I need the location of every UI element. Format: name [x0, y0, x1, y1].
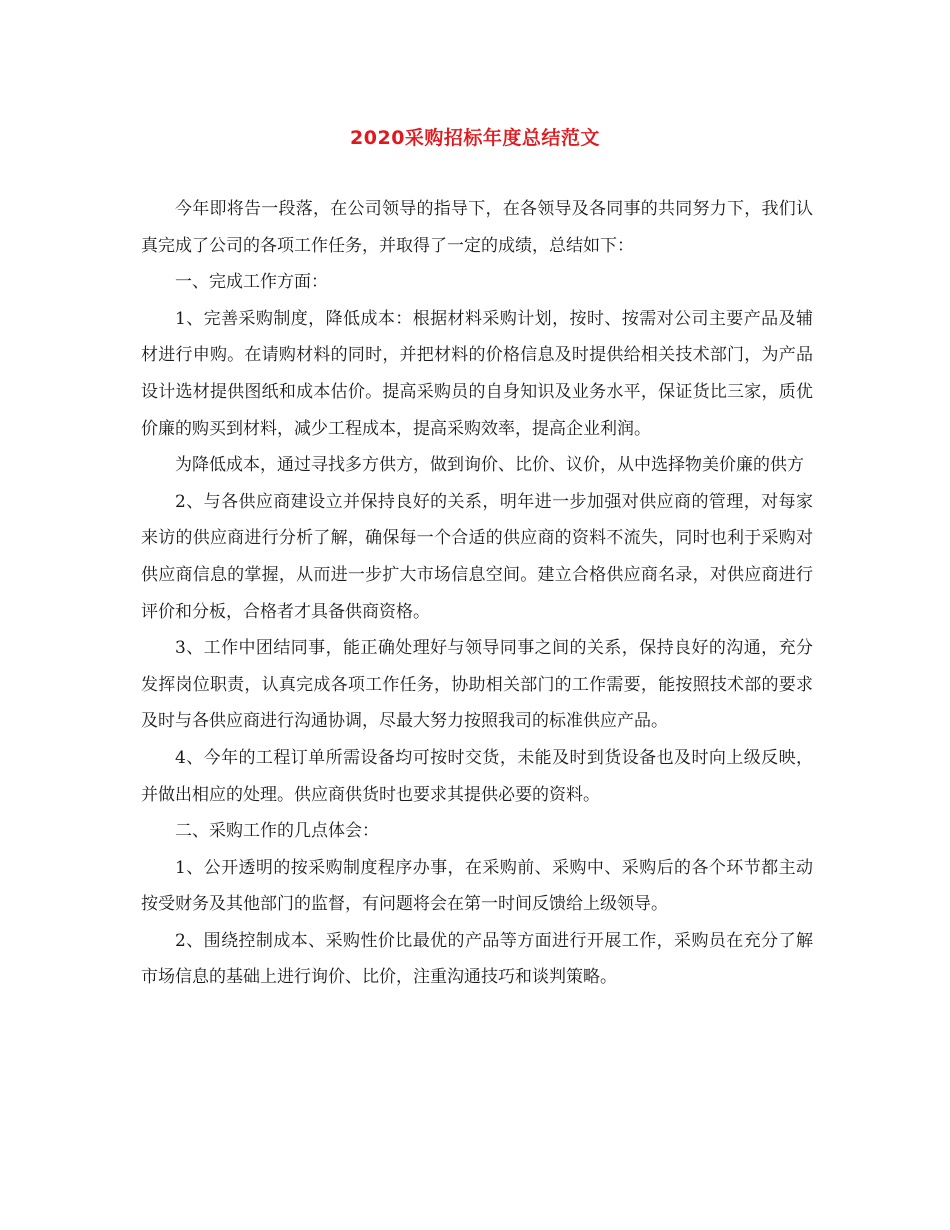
paragraph-cost-reduction: 为降低成本，通过寻找多方供方，做到询价、比价、议价，从中选择物美价廉的供方	[175, 455, 804, 476]
paragraph-intro: 今年即将告一段落，在公司领导的指导下，在各领导及各同事的共同努力下，我们认真完成了公司的各项工作任务，并取得了一定的成绩，总结如下：	[141, 199, 813, 256]
document-body	[141, 191, 813, 996]
section-heading-experience: 二、采购工作的几点体会：	[175, 821, 379, 842]
paragraph-experience-1: 1、公开透明的按采购制度程序办事，在采购前、采购中、采购后的各个环节都主动按受财务及其他部门的监督，有问题将会在第一时间反馈给上级领导。	[141, 857, 813, 915]
paragraph-item-1: 1、完善采购制度，降低成本：根据材料采购计划，按时、按需对公司主要产品及辅材进行申购。在请购材料的同时，并把材料的价格信息及时提供给相关技术部门，为产品设计选材提供图纸和成本估价。提高采购员的自身知识及业务水平，保证货比三家，质优价廉的购买到材料，减少工程成本，提高采购效率，提高企业利润。	[141, 308, 813, 439]
paragraph-item-3: 3、工作中团结同事，能正确处理好与领导同事之间的关系，保持良好的沟通，充分发挥岗位职责，认真完成各项工作任务，协助相关部门的工作需要，能按照技术部的要求及时与各供应商进行沟通协调，尽最大努力按照我司的标准供应产品。	[141, 638, 813, 732]
paragraph-experience-2: 2、围绕控制成本、采购性价比最优的产品等方面进行开展工作，采购员在充分了解市场信息的基础上进行询价、比价，注重沟通技巧和谈判策略。	[141, 930, 813, 988]
section-heading-work-completed: 一、完成工作方面：	[175, 272, 328, 293]
paragraph-item-2: 2、与各供应商建设立并保持良好的关系，明年进一步加强对供应商的管理，对每家来访的供应商进行分析了解，确保每一个合适的供应商的资料不流失，同时也利于采购对供应商信息的掌握，从而进一步扩大市场信息空间。建立合格供应商名录，对供应商进行评价和分板，合格者才具备供商资格。	[141, 491, 813, 622]
paragraph-item-4: 4、今年的工程订单所需设备均可按时交货，未能及时到货设备也及时向上级反映，并做出相应的处理。供应商供货时也要求其提供必要的资料。	[141, 747, 813, 805]
document-title: 2020采购招标年度总结范文	[350, 127, 600, 149]
